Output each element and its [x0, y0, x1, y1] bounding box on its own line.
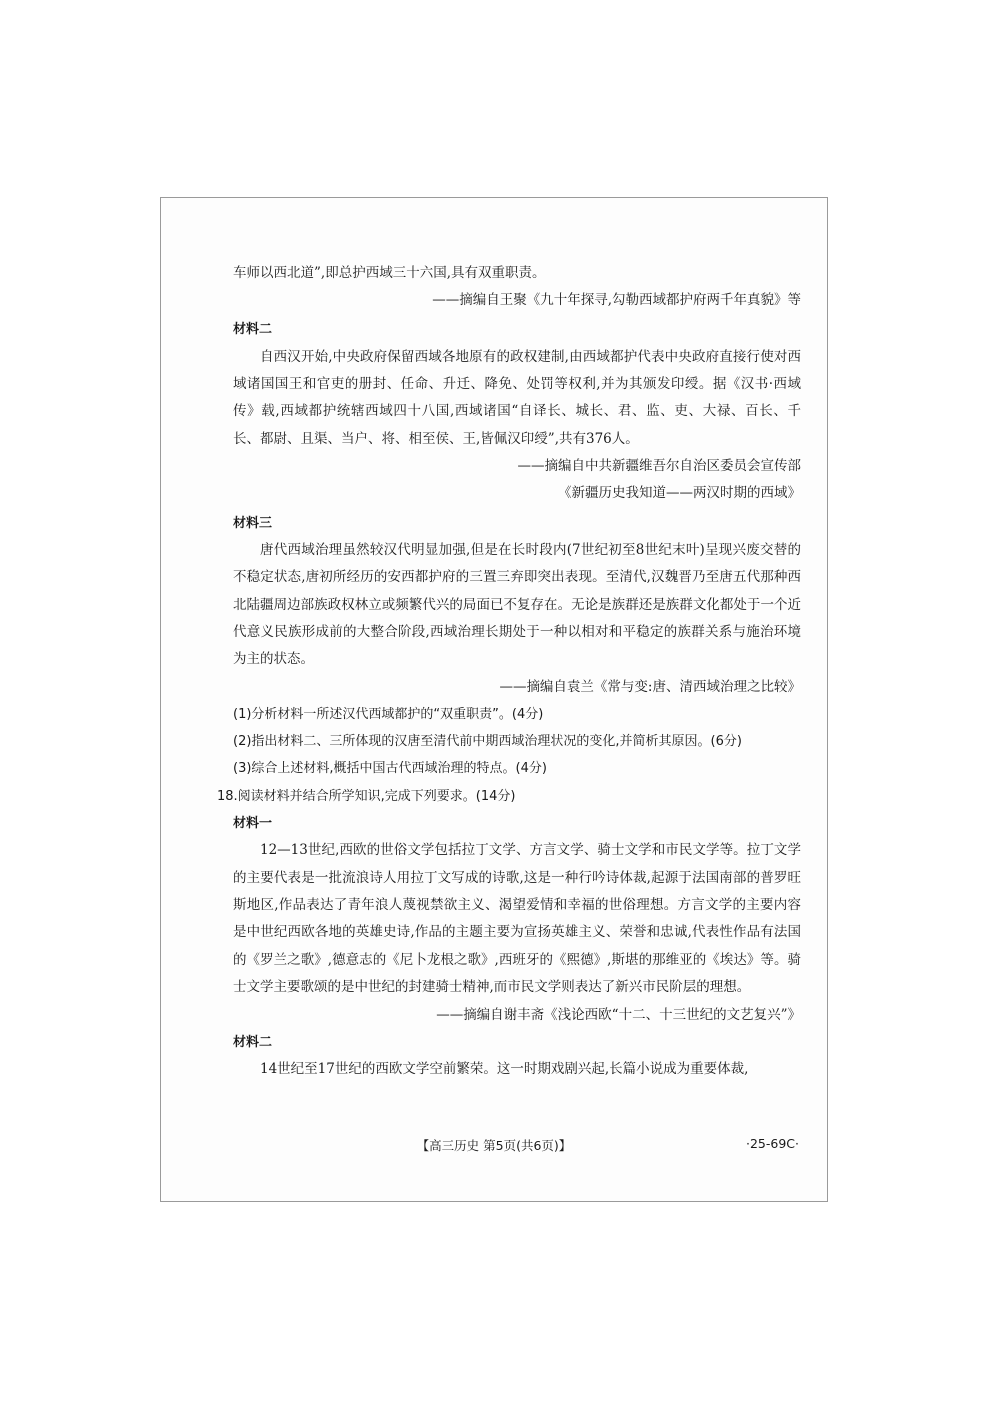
source-citation: 《新疆历史我知道——两汉时期的西域》 [558, 485, 801, 502]
source-citation: ——摘编自谢丰斋《浅论西欧“十二、十三世纪的文艺复兴”》 [436, 1006, 801, 1023]
material-heading: 材料一 [233, 815, 273, 831]
question-prompt: 18.阅读材料并结合所学知识,完成下列要求。(14分) [217, 788, 516, 804]
sub-question: (2)指出材料二、三所体现的汉唐至清代前中期西域治理状况的变化,并简析其原因。(6分) [233, 734, 742, 750]
sub-question: (1)分析材料一所述汉代西域都护的“双重职责”。(4分) [233, 707, 544, 723]
source-citation: ——摘编自王聚《九十年探寻,勾勒西域都护府两千年真貌》等 [432, 292, 801, 309]
exam-page [160, 197, 828, 1202]
material-text: 自西汉开始,中央政府保留西域各地原有的政权建制,由西域都护代表中央政府直接行使对西域诸国国王和官吏的册封、任命、升迁、降免、处罚等权利,并为其颁发印绶。据《汉书·西域传》载,西域都护统辖西域四十八国,西域诸国“自译长、城长、君、监、吏、大禄、百长、千长、都尉、且渠、当户、将、相至侯、王,皆佩汉印绶”,共有376人。 [233, 348, 801, 447]
source-citation: ——摘编自袁兰《常与变:唐、清西域治理之比较》 [499, 678, 801, 695]
page-content [217, 260, 801, 1083]
source-citation: ——摘编自中共新疆维吾尔自治区委员会宣传部 [517, 458, 801, 475]
page-footer [161, 1136, 827, 1160]
continuation-text: 车师以西北道”,即总护西域三十六国,具有双重职责。 [233, 265, 546, 281]
material-heading: 材料二 [233, 322, 273, 338]
material-heading: 材料三 [233, 515, 273, 531]
page-number: 【高三历史 第5页(共6页)】 [416, 1138, 572, 1153]
material-text: 12—13世纪,西欧的世俗文学包括拉丁文学、方言文学、骑士文学和市民文学等。拉丁文学的主要代表是一批流浪诗人用拉丁文写成的诗歌,这是一种行吟诗体裁,起源于法国南部的普罗旺斯地区,作品表达了青年浪人蔑视禁欲主义、渴望爱情和幸福的世俗理想。方言文学的主要内容是中世纪西欧各地的英雄史诗,作品的主题主要为宣扬英雄主义、荣誉和忠诚,代表性作品有法国的《罗兰之歌》,德意志的《尼卜龙根之歌》,西班牙的《熙德》,斯堪的那维亚的《埃达》等。骑士文学主要歌颂的是中世纪的封建骑士精神,而市民文学则表达了新兴市民阶层的理想。 [233, 842, 801, 996]
material-heading: 材料二 [233, 1034, 273, 1050]
exam-code: ·25-69C· [746, 1136, 799, 1151]
material-text: 14世纪至17世纪的西欧文学空前繁荣。这一时期戏剧兴起,长篇小说成为重要体裁, [260, 1060, 749, 1077]
sub-question: (3)综合上述材料,概括中国古代西域治理的特点。(4分) [233, 761, 547, 777]
material-text: 唐代西域治理虽然较汉代明显加强,但是在长时段内(7世纪初至8世纪末叶)呈现兴废交替的不稳定状态,唐初所经历的安西都护府的三置三弃即突出表现。至清代,汉魏晋乃至唐五代那种西北陆疆周边部族政权林立或频繁代兴的局面已不复存在。无论是族群还是族群文化都处于一个近代意义民族形成前的大整合阶段,西域治理长期处于一种以相对和平稳定的族群关系与施治环境为主的状态。 [233, 541, 801, 668]
